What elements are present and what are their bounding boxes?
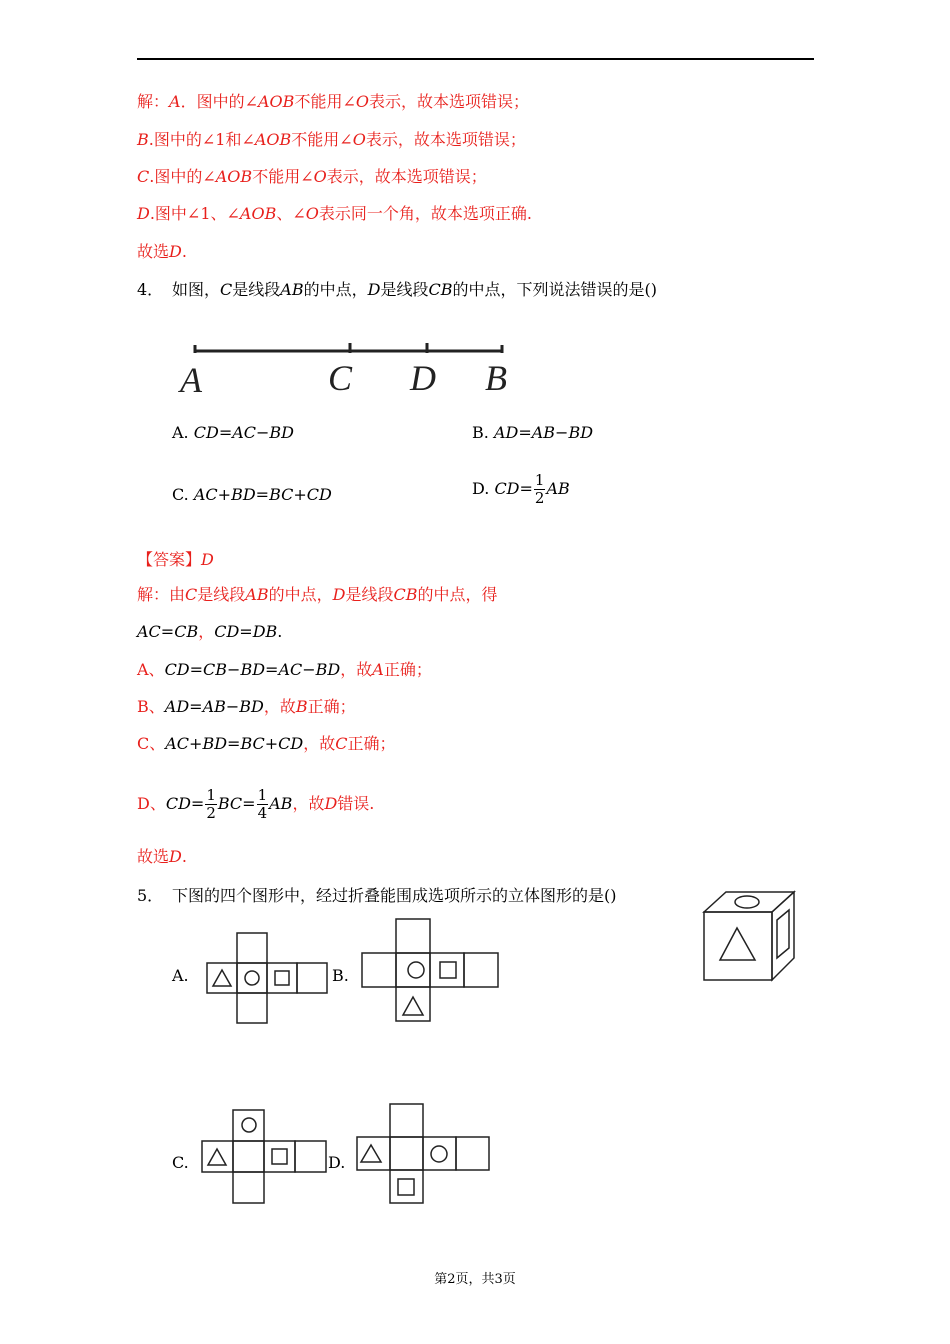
cube-side-face — [772, 892, 794, 980]
prev-solution-line-1: 解：A．图中的∠AOB不能用∠O表示，故本选项错误； — [137, 92, 529, 111]
q4-solution-line-2: AC=CB，CD=DB. — [137, 622, 283, 641]
net-a-circle-icon — [245, 971, 259, 985]
q5-option-a-label: A. — [172, 966, 189, 985]
q4-option-d: D. CD= $\frac{1}{2}$ AB — [472, 471, 570, 507]
net-d-square-icon — [398, 1179, 414, 1195]
q4-solution-line-1: 解：由C是线段AB的中点，D是线段CB的中点，得 — [137, 585, 498, 604]
cube-figure — [700, 890, 800, 985]
question-5-number: 5． — [137, 886, 164, 905]
question-4-number: 4． — [137, 280, 164, 299]
prev-solution-line-2: B.图中的∠1和∠AOB不能用∠O表示，故本选项错误； — [137, 130, 526, 149]
net-a — [205, 930, 330, 1025]
q4-option-a: A. CD=AC−BD — [172, 423, 295, 442]
net-a-square-icon — [275, 971, 289, 985]
net-d-triangle-icon — [361, 1145, 381, 1162]
page-footer: 第2页，共3页 — [434, 1272, 516, 1287]
question-4-stem: 如图，C是线段AB的中点，D是线段CB的中点，下列说法错误的是() — [172, 280, 657, 299]
cube-circle-icon — [735, 896, 759, 908]
net-c-triangle-icon — [208, 1149, 226, 1165]
question-5-stem: 下图的四个图形中，经过折叠能围成选项所示的立体图形的是() — [172, 886, 617, 905]
q4-option-b: B. AD=AB−BD — [472, 423, 594, 442]
q4-answer: 【答案】D — [137, 550, 214, 569]
prev-solution-line-4: D.图中∠1、∠AOB、∠O表示同一个角，故本选项正确. — [137, 204, 532, 223]
net-b — [360, 916, 505, 1026]
point-label-b: B — [485, 358, 507, 398]
q4-solution-line-3: A、CD=CB−BD=AC−BD，故A正确； — [137, 660, 432, 679]
point-label-d: D — [410, 358, 436, 398]
segment-figure — [180, 335, 520, 405]
prev-solution-line-5: 故选D. — [137, 242, 187, 261]
q5-option-b-label: B. — [332, 966, 349, 985]
net-b-circle-icon — [408, 962, 424, 978]
cube-triangle-icon — [720, 928, 755, 960]
q4-solution-line-4: B、AD=AB−BD，故B正确； — [137, 697, 356, 716]
q4-solution-line-7: 故选D. — [137, 847, 187, 866]
net-c — [200, 1108, 330, 1208]
cube-front-face — [704, 912, 772, 980]
cube-top-face — [704, 892, 794, 912]
net-c-square-icon — [272, 1149, 287, 1164]
net-c-circle-icon — [242, 1118, 256, 1132]
net-b-square-icon — [440, 962, 456, 978]
cube-square-icon — [777, 910, 789, 958]
q4-solution-line-6: D、CD= $\frac{1}{2}$ BC= $\frac{1}{4}$ AB，故D错误. — [137, 786, 375, 822]
point-label-a: A — [180, 360, 202, 400]
net-a-triangle-icon — [213, 970, 231, 986]
point-label-c: C — [328, 358, 353, 398]
net-d — [354, 1102, 494, 1207]
net-b-triangle-icon — [403, 997, 423, 1015]
q5-option-c-label: C. — [172, 1153, 189, 1172]
q4-option-c: C. AC+BD=BC+CD — [172, 485, 332, 504]
q5-option-d-label: D. — [328, 1153, 346, 1172]
q4-solution-line-5: C、AC+BD=BC+CD，故C正确； — [137, 734, 396, 753]
header-rule — [137, 58, 814, 60]
net-d-circle-icon — [431, 1146, 447, 1162]
prev-solution-line-3: C.图中的∠AOB不能用∠O表示，故本选项错误； — [137, 167, 487, 186]
